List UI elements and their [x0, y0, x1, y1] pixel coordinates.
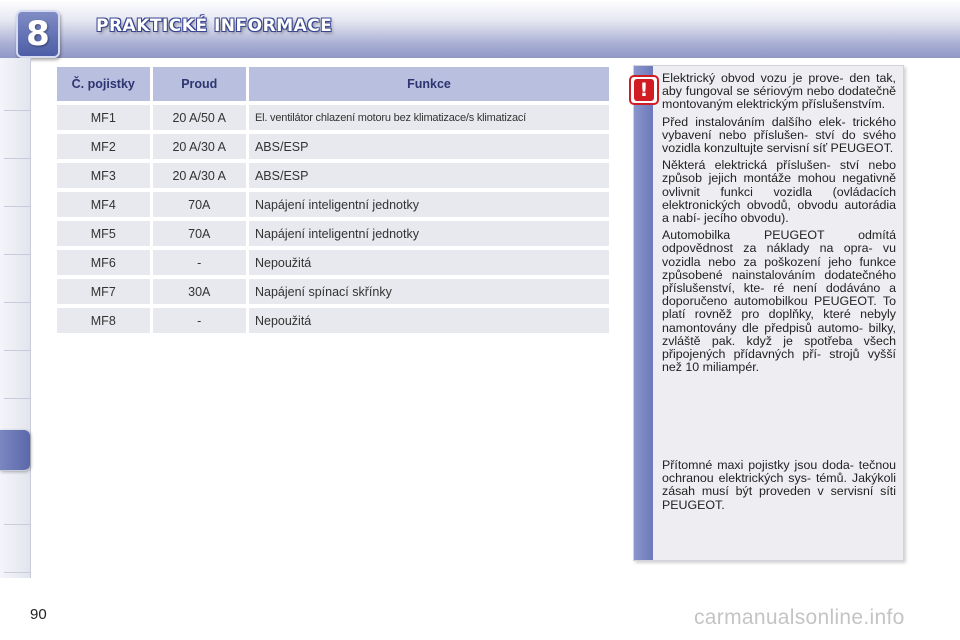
current-cell: 70A — [153, 192, 246, 217]
warning-icon — [629, 75, 659, 105]
chapter-tab-1[interactable] — [4, 64, 30, 111]
table-row — [57, 105, 609, 130]
fuse-cell: MF4 — [57, 192, 150, 217]
chapter-tab-2[interactable] — [4, 112, 30, 159]
fuse-cell: MF7 — [57, 279, 150, 304]
current-cell: 20 A/50 A — [153, 105, 246, 130]
fuse-cell: MF2 — [57, 134, 150, 159]
function-cell: Napájení spínací skřínky — [249, 279, 609, 304]
chapter-tab-4[interactable] — [4, 208, 30, 255]
chapter-tab-9[interactable] — [4, 478, 30, 525]
watermark: carmanualsonline.info — [694, 606, 905, 629]
fuse-cell: MF3 — [57, 163, 150, 188]
current-cell: - — [153, 250, 246, 275]
fuse-cell: MF1 — [57, 105, 150, 130]
chapter-tab-3[interactable] — [4, 160, 30, 207]
fuse-cell: MF8 — [57, 308, 150, 333]
warning-paragraph: Automobilka PEUGEOT odmítá odpovědnost za náklady na opra- vu vozidla nebo za poškození jeho funkce způsobené nainstalováním dodatečného příslušenství, kte- ré není dodáváno a doporučeno automobilkou PEUGEOT. To platí rovněž pro doplňky, které nebyly namontovány dle předpisů automo- bilky, zvláště pak. když je spotřeba všech připojených přídavných pří- strojů vyšší než 10 miliampér. — [662, 228, 896, 375]
warning-text — [662, 72, 896, 378]
current-cell: 20 A/30 A — [153, 134, 246, 159]
fuse-cell: MF5 — [57, 221, 150, 246]
table-row — [57, 250, 609, 275]
current-cell: 30A — [153, 279, 246, 304]
header-current: Proud — [153, 67, 246, 101]
current-cell: 20 A/30 A — [153, 163, 246, 188]
warning-paragraph: Některá elektrická příslušen- ství nebo způsob jejich montáže mohou negativně ovlivnit funkci vozidla (ovládacích elektronických obvodů, obvodu autorádia a nabí- jecího obvodu). — [662, 158, 896, 226]
chapter-tab-7[interactable] — [4, 352, 30, 399]
table-row — [57, 163, 609, 188]
table-row — [57, 192, 609, 217]
header-fuse-number: Č. pojistky — [57, 67, 150, 101]
page-title: PRAKTICKÉ INFORMACE — [96, 16, 333, 36]
warning-panel — [633, 65, 904, 561]
chapter-tab-6[interactable] — [4, 304, 30, 351]
function-cell: Napájení inteligentní jednotky — [249, 192, 609, 217]
current-cell: - — [153, 308, 246, 333]
warning-paragraph: Před instalováním dalšího elek- trického vybavení nebo příslušen- ství do svého vozidla konzultujte servisní síť PEUGEOT. — [662, 114, 896, 156]
table-row — [57, 279, 609, 304]
function-cell: Napájení inteligentní jednotky — [249, 221, 609, 246]
exclamation-icon: ! — [634, 79, 654, 101]
chapter-badge: 8 — [16, 10, 60, 58]
warning-paragraph: Elektrický obvod vozu je prove- den tak, aby fungoval se sériovým nebo dodatečně montovaným elektrickým příslušenstvím. — [662, 71, 896, 112]
function-cell: ABS/ESP — [249, 134, 609, 159]
function-cell: Nepoužitá — [249, 308, 609, 333]
chapter-tab-5[interactable] — [4, 256, 30, 303]
page-number: 90 — [30, 606, 47, 623]
fuse-cell: MF6 — [57, 250, 150, 275]
function-cell: Nepoužitá — [249, 250, 609, 275]
table-header-row — [57, 67, 609, 101]
chapter-tab-8-active[interactable] — [0, 430, 30, 471]
table-row — [57, 308, 609, 333]
chapter-tab-strip — [0, 58, 31, 578]
chapter-tab-10[interactable] — [4, 526, 30, 573]
table-row — [57, 134, 609, 159]
current-cell: 70A — [153, 221, 246, 246]
function-cell: El. ventilátor chlazení motoru bez klimatizace/s klimatizací — [249, 105, 609, 130]
function-cell: ABS/ESP — [249, 163, 609, 188]
header-band — [0, 0, 960, 58]
warning-note: Přítomné maxi pojistky jsou doda- tečnou ochranou elektrických sys- témů. Jakýkoli zásah musí být proveden v servisní síti PEUGEOT. — [662, 458, 896, 512]
fuse-table — [54, 63, 612, 337]
table-row — [57, 221, 609, 246]
header-function: Funkce — [249, 67, 609, 101]
warning-side-bar — [634, 66, 653, 560]
